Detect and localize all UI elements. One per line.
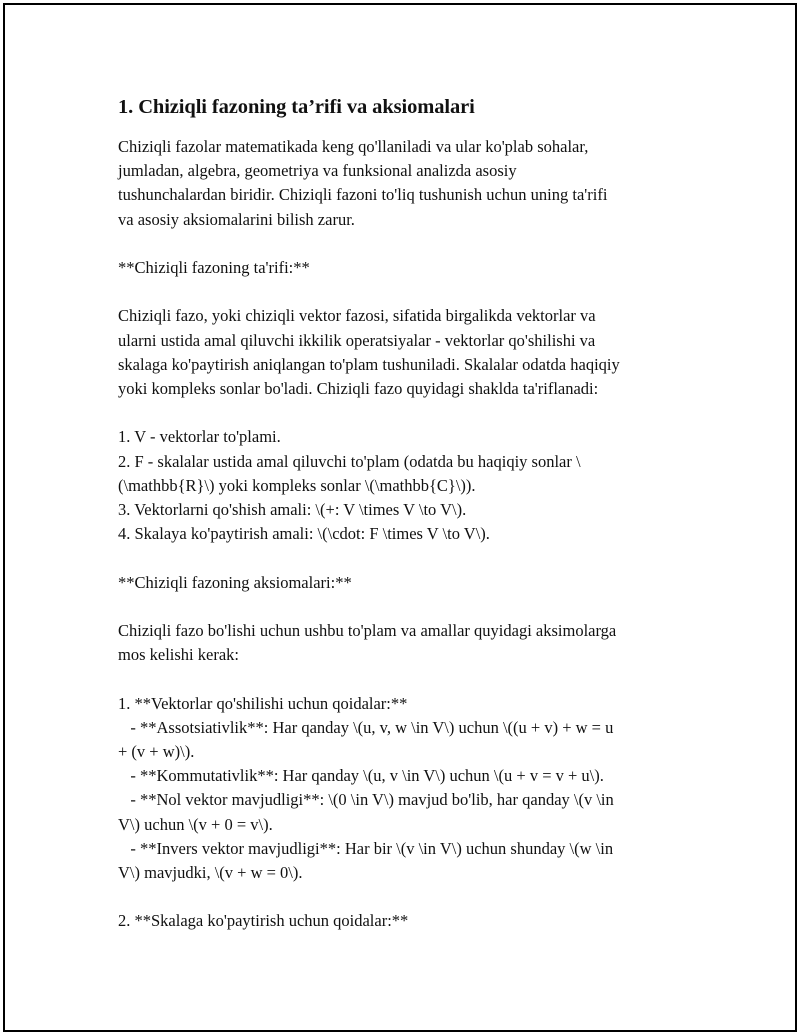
definition-list: 1. V - vektorlar to'plami. 2. F - skalalar ustida amal qiluvchi to'plam (odatda bu haqiqiy sonlar \ (\mathbb{R}\) yoki kompleks sonlar \(\mathbb{C}\)). 3. Vektorlarni qo'shish amali: \(+: V \times V \to V\). 4. Skalaya ko'paytirish amali: \(\cdot: F \times V \to V\). xyxy=(118,427,581,544)
section-heading: 1. Chiziqli fazoning ta’rifi va aksiomalari xyxy=(118,96,475,118)
paragraph-gap xyxy=(118,667,678,691)
definition-paragraph: Chiziqli fazo, yoki chiziqli vektor fazosi, sifatida birgalikda vektorlar va ularni ustida amal qiluvchi ikkilik operatsiyalar - vektorlar qo'shilishi va skalaga ko'paytirish aniqlangan to'plam tushuniladi. Skalalar odatda haqiqiy yoki kompleks sonlar bo'ladi. Chiziqli fazo quyidagi shaklda ta'riflanadi: xyxy=(118,306,620,398)
paragraph-gap xyxy=(118,232,678,256)
paragraph-gap xyxy=(118,401,678,425)
paragraph-gap xyxy=(118,885,678,909)
paragraph-gap xyxy=(118,546,678,570)
axioms-heading: **Chiziqli fazoning aksiomalari:** xyxy=(118,572,352,592)
paragraph-gap xyxy=(118,280,678,304)
definition-heading: **Chiziqli fazoning ta'rifi:** xyxy=(118,258,310,277)
paragraph-gap xyxy=(118,595,678,619)
axioms-list-scalar: 2. **Skalaga ko'paytirish uchun qoidalar:** xyxy=(118,911,409,931)
document-body xyxy=(118,93,678,934)
intro-paragraph: Chiziqli fazolar matematikada keng qo'llaniladi va ular ko'plab sohalar, jumladan, algebra, geometriya va funksional analizda asosiy tushunchalardan biridir. Chiziqli fazoni to'liq tushunish uchun uning ta'rifi va asosiy aksiomalarini bilish zarur. xyxy=(118,137,608,229)
axioms-intro-paragraph: Chiziqli fazo bo'lishi uchun ushbu to'plam va amallar quyidagi aksimolarga mos kelishi kerak: xyxy=(118,620,617,665)
axioms-list-addition: 1. **Vektorlar qo'shilishi uchun qoidalar:** - **Assotsiativlik**: Har qanday \(u, v, w \in V\) uchun \((u + v) + w = u + (v + w)\). - **Kommutativlik**: Har qanday \(u, v \in V\) uchun \(u + v = v + u\). - **Nol vektor mavjudligi**: \(0 \in V\) mavjud bo'lib, har qanday \(v \in V\) uchun \(v + 0 = v\). - **Invers vektor mavjudligi**: Har bir \(v \in V\) uchun shunday \(w \in V\) mavjudki, \(v + w = 0\). xyxy=(118,693,614,882)
